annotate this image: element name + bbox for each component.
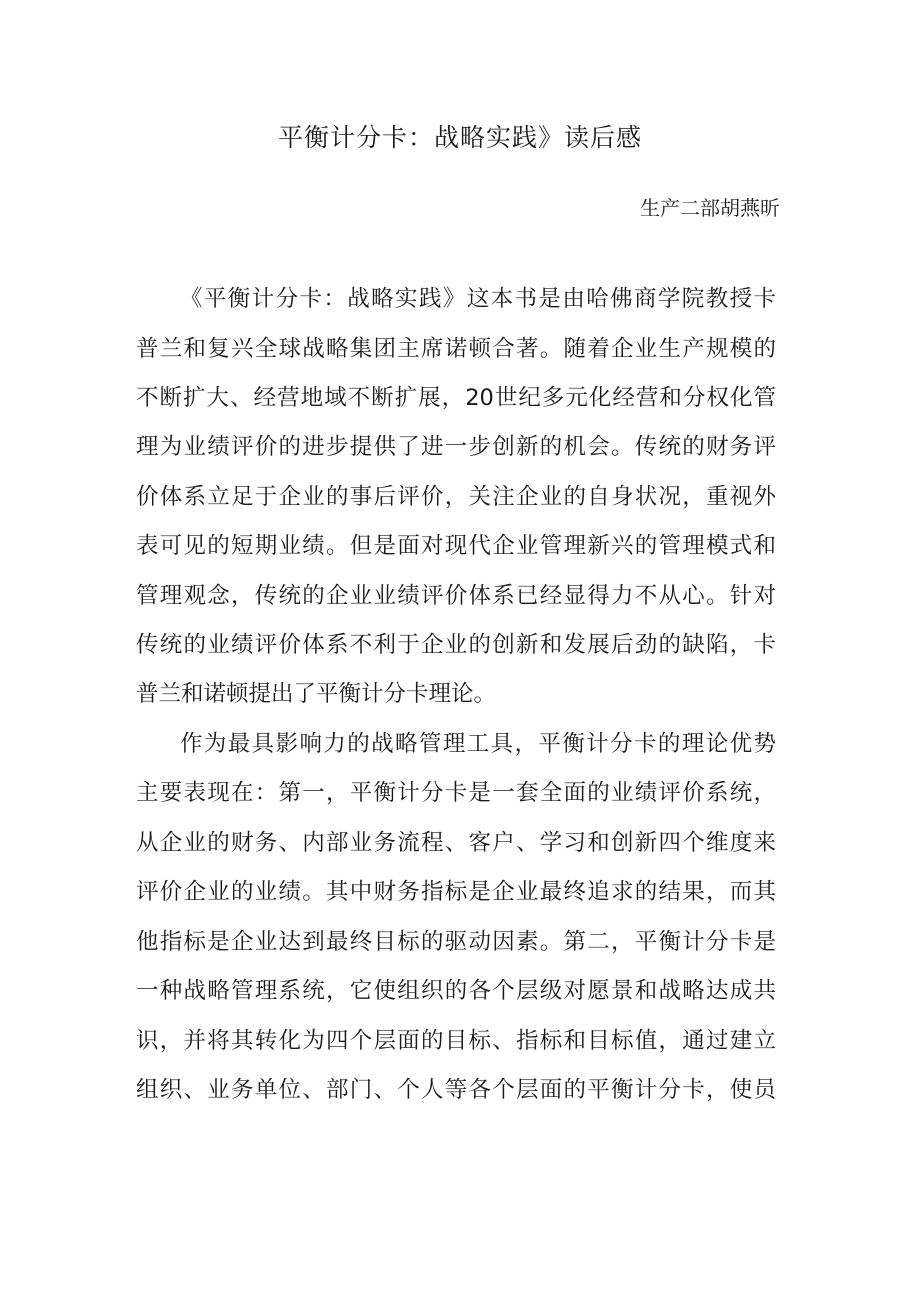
author-line: 生产二部胡燕昕 [640,196,780,220]
paragraph-line: 从企业的财务、内部业务流程、客户、学习和创新四个维度来 [136,830,776,856]
paragraph-line: 表可见的短期业绩。但是面对现代企业管理新兴的管理模式和 [136,533,776,559]
paragraph-line: 理为业绩评价的进步提供了进一步创新的机会。传统的财务评 [136,434,776,460]
paragraph-line: 普兰和复兴全球战略集团主席诺顿合著。随着企业生产规模的 [136,336,776,362]
paragraph-line: 识，并将其转化为四个层面的目标、指标和目标值，通过建立 [136,1028,776,1054]
paragraph-line: 一种战略管理系统，它使组织的各个层级对愿景和战略达成共 [136,978,776,1004]
paragraph-line: 管理观念，传统的企业业绩评价体系已经显得力不从心。针对 [136,583,776,609]
paragraph-line: 价体系立足于企业的事后评价，关注企业的自身状况，重视外 [136,484,776,510]
paragraph-line: 他指标是企业达到最终目标的驱动因素。第二，平衡计分卡是 [136,929,776,955]
paragraph-line: 组织、业务单位、部门、个人等各个层面的平衡计分卡，使员 [136,1077,776,1103]
paragraph-line: 《平衡计分卡：战略实践》这本书是由哈佛商学院教授卡 [180,286,776,312]
paragraph-line: 不断扩大、经营地域不断扩展，20世纪多元化经营和分权化管 [136,385,776,411]
paragraph-line: 评价企业的业绩。其中财务指标是企业最终追求的结果，而其 [136,879,776,905]
paragraph-line: 传统的业绩评价体系不利于企业的创新和发展后劲的缺陷，卡 [136,632,776,658]
paragraph-line: 作为最具影响力的战略管理工具，平衡计分卡的理论优势 [180,731,776,757]
paragraph-line: 普兰和诺顿提出了平衡计分卡理论。 [136,681,497,707]
document-title: 平衡计分卡：战略实践》读后感 [277,123,642,152]
paragraph-line: 主要表现在：第一，平衡计分卡是一套全面的业绩评价系统， [136,780,776,806]
